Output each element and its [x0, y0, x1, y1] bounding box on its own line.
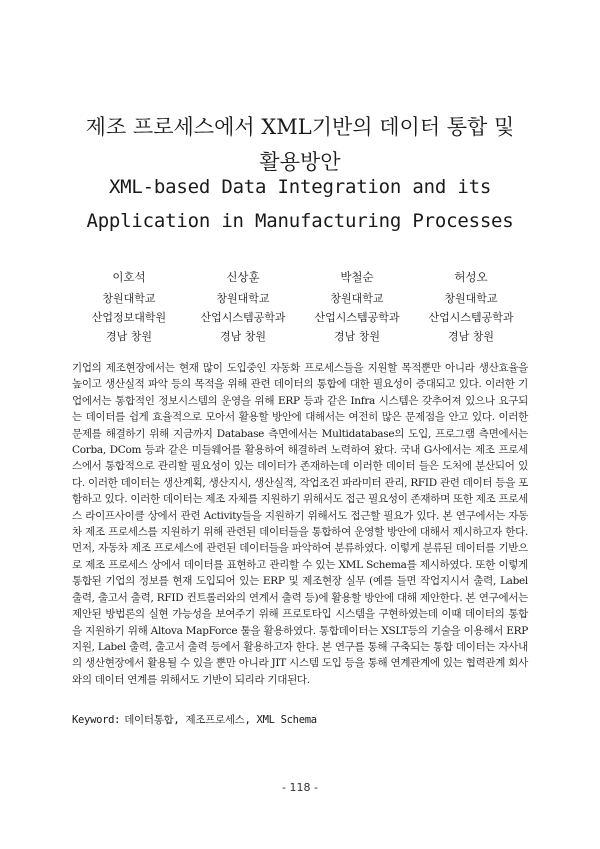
- author-list: [72, 268, 528, 346]
- author-affiliation: 창원대학교: [444, 292, 498, 305]
- keywords-label: Keyword:: [72, 714, 121, 726]
- author-location: 경남 창원: [333, 330, 380, 343]
- title-english-line-1: XML-based Data Integration and its: [108, 176, 492, 198]
- title-english-line-2: Application in Manufacturing Processes: [86, 210, 514, 232]
- author-name: 박철순: [340, 270, 374, 284]
- author-block: [300, 268, 414, 346]
- author-department: 산업시스템공학과: [200, 311, 286, 324]
- keywords-value: 데이터통합, 제조프로세스, XML Schema: [124, 714, 317, 726]
- author-department: 산업시스템공학과: [314, 311, 400, 324]
- author-affiliation: 창원대학교: [216, 292, 270, 305]
- author-affiliation: 창원대학교: [102, 292, 156, 305]
- author-name: 허성오: [454, 270, 488, 284]
- author-block: [186, 268, 300, 346]
- author-location: 경남 창원: [105, 330, 152, 343]
- author-block: [414, 268, 528, 346]
- author-name: 신상훈: [226, 270, 260, 284]
- title-korean-line-2: 활용방안: [259, 150, 341, 174]
- author-department: 산업시스템공학과: [428, 311, 514, 324]
- page-number: - 118 -: [282, 781, 318, 794]
- abstract-text: 기업의 제조현장에서는 현재 많이 도입중인 자동화 프로세스들을 지원할 목적뿐만 아니라 생산효율을 높이고 생산실적 파악 등의 목적을 위해 관련 데이터의 통합에 대한 필요성이 증대되고 있다. 이러한 기업에서는 통합적인 정보시스템의 운영을 위해 ERP 등과 같은 Infra 시스템은 갖추어져 있으나 요구되는 데이터를 쉽게 효율적으로 모아서 활용할 방안에 대해서는 여전히 많은 문제점을 안고 있다. 이러한 문제를 해결하기 위해 지금까지 Database 측면에서는 Multidatabase의 도입, 프로그램 측면에서는 Corba, DCom 등과 같은 미들웨어를 활용하여 해결하려 노력하여 왔다. 국내 G사에서는 제조 프로세스에서 통합적으로 관리할 필요성이 있는 데이터가 존재하는데 이러한 데이터 들은 도처에 분산되어 있다. 이러한 데이터는 생산계획, 생산지시, 생산실적, 작업조건 파라미터 관리, RFID 관련 데이터 등을 포함하고 있다. 이러한 데이터는 제조 자체를 지원하기 위해서도 접근 필요성이 존재하며 또한 제조 프로세스 라이프사이클 상에서 관련 Activity들을 지원하기 위해서도 접근할 필요가 있다. 본 연구에서는 자동차 제조 프로세스를 지원하기 위해 관련된 데이터들을 통합하여 운영할 방안에 대해서 제시하고자 한다. 먼저, 자동차 제조 프로세스에 관련된 데이터들을 파악하여 분류하였다. 이렇게 분류된 데이터를 기반으로 제조 프로세스 상에서 데이터를 표현하고 관리할 수 있는 XML Schema를 제시하였다. 또한 이렇게 통합된 기업의 정보를 현재 도입되어 있는 ERP 및 제조현장 실무 (예를 들면 작업지시서 출력, Label 출력, 출고서 출력, RFID 컨트롤러와의 연계서 출력 등)에 활용할 방안에 대해 제안한다. 본 연구에서는 제안된 방법론의 실현 가능성을 보여주기 위해 프로토타입 시스템을 구현하였는데 이때 데이터의 통합을 지원하기 위해 Altova MapForce 툴을 활용하였다. 통합데이터는 XSLT등의 기술을 이용해서 ERP 지원, Label 출력, 출고서 출력 등에서 활용하고자 한다. 본 연구를 통해 구축되는 통합 데이터는 자사내의 생산현장에서 활용될 수 있을 뿐만 아니라 JIT 시스템 도입 등을 통해 연계관계에 있는 협력관계 회사와의 데이터 연계를 위해서도 기반이 되리라 기대된다.: [72, 362, 528, 686]
- author-block: [72, 268, 186, 346]
- author-location: 경남 창원: [447, 330, 494, 343]
- author-affiliation: 창원대학교: [330, 292, 384, 305]
- title-korean-line-1: 제조 프로세스에서 XML기반의 데이터 통합 및: [85, 115, 515, 139]
- author-department: 산업정보대학원: [91, 311, 167, 324]
- author-name: 이호석: [112, 270, 146, 284]
- keywords: [72, 712, 528, 727]
- author-location: 경남 창원: [219, 330, 266, 343]
